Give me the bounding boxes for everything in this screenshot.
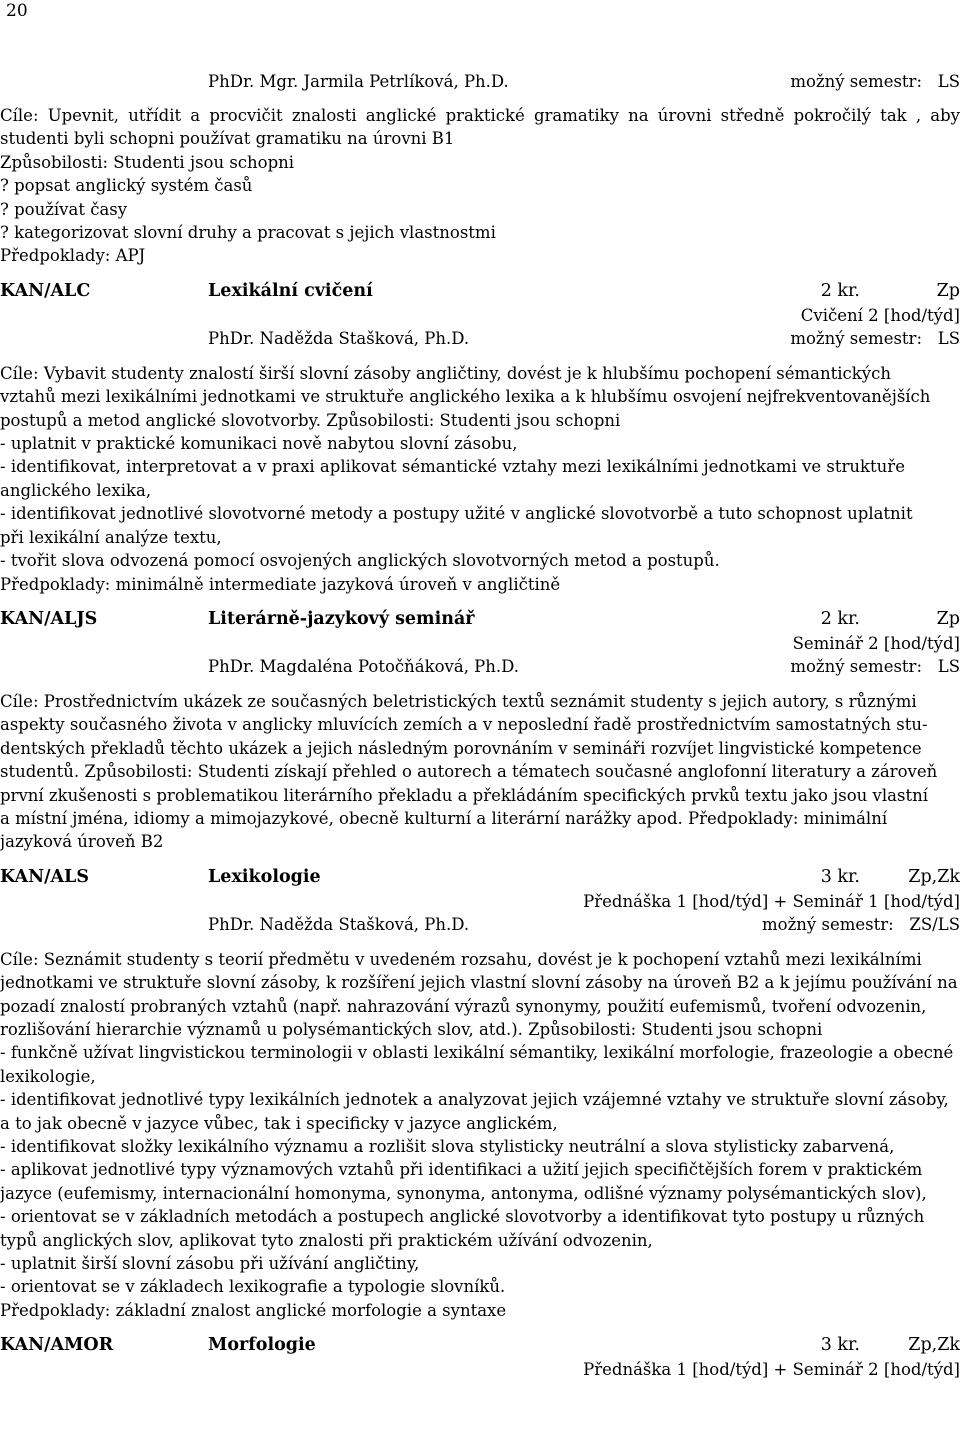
description-line: při lexikální analýze textu,: [0, 527, 222, 547]
description-line: Cíle: Vybavit studenty znalostí širší slovní zásoby angličtiny, dovést je k hlubšímu pochopení sémantických: [0, 363, 891, 383]
course-code: KAN/ALS: [0, 866, 89, 887]
course-exam: Zp: [936, 280, 960, 301]
description-line: postupů a metod anglické slovotvorby. Způsobilosti: Studenti jsou schopni: [0, 410, 621, 430]
course-hours: Přednáška 1 [hod/týd] + Seminář 2 [hod/týd]: [583, 1360, 960, 1380]
page-number: 20: [6, 1, 28, 21]
course-kan-aljs: [0, 608, 960, 854]
description-line: - orientovat se v základech lexikografie a typologie slovníků.: [0, 1277, 506, 1297]
course-header: [0, 1334, 960, 1358]
course-title: Lexikologie: [208, 866, 321, 887]
course-hours: Cvičení 2 [hod/týd]: [800, 305, 960, 325]
course-kan-als: [0, 866, 960, 1323]
course-exam: Zp,Zk: [908, 866, 960, 887]
intro-competences: [0, 151, 960, 268]
description-line: Cíle: Prostřednictvím ukázek ze současných beletristických textů seznámit studenty s jejich autory, s různými: [0, 691, 917, 711]
description-line: lexikologie,: [0, 1066, 96, 1086]
course-semester: možný semestr: ZS/LS: [762, 914, 960, 934]
course-credits: 2 kr.: [820, 280, 860, 301]
description-line: aspekty současného života v anglicky mluvících zemích a v neposlední řadě prostřednictvím samostatných stu-: [0, 715, 928, 735]
course-exam: Zp: [936, 608, 960, 629]
intro-competence-line: ? popsat anglický systém časů: [0, 176, 253, 196]
description-line: - identifikovat, interpretovat a v praxi aplikovat sémantické vztahy mezi lexikálními jednotkami ve struktuře: [0, 457, 905, 477]
course-code: KAN/ALC: [0, 280, 91, 301]
intro-competence-line: Způsobilosti: Studenti jsou schopni: [0, 152, 295, 172]
description-line: anglického lexika,: [0, 480, 152, 500]
course-kan-alc: [0, 280, 960, 596]
course-credits: 3 kr.: [820, 866, 860, 887]
description-line: a to jak obecně v jazyce vůbec, tak i specificky v jazyce anglickém,: [0, 1113, 558, 1133]
course-title: Literárně-jazykový seminář: [208, 608, 475, 629]
course-hours: Seminář 2 [hod/týd]: [792, 633, 960, 653]
description-line: - identifikovat složky lexikálního významu a rozlišit slova stylisticky neutrální a slova stylisticky zabarvená,: [0, 1137, 895, 1156]
course-credits: 3 kr.: [820, 1335, 860, 1356]
course-credits: 2 kr.: [820, 608, 860, 629]
description-line: - funkčně užívat lingvistickou terminologii v oblasti lexikální sémantiky, lexikální morfologie, frazeologie a obecné: [0, 1043, 954, 1063]
description-line: Předpoklady: základní znalost anglické morfologie a syntaxe: [0, 1300, 507, 1320]
course-teacher-row: [0, 327, 960, 350]
course-exam: Zp,Zk: [908, 1335, 960, 1356]
course-teacher-row: [0, 655, 960, 678]
course-description: [0, 362, 960, 596]
description-line: a místní jména, idiomy a mimojazykové, obecně kulturní a literární narážky apod. Předpoklady: minimální: [0, 808, 888, 828]
description-line: Cíle: Seznámit studenty s teorií předmětu v uvedeném rozsahu, dovést je k pochopení vztahů mezi lexikálními: [0, 949, 922, 969]
description-line: Předpoklady: minimálně intermediate jazyková úroveň v angličtině: [0, 574, 561, 594]
description-line: - orientovat se v základních metodách a postupech anglické slovotvorby a identifikovat tyto postupy u různých: [0, 1207, 925, 1227]
description-line: jazyková úroveň B2: [0, 832, 164, 852]
intro-semester: možný semestr: LS: [790, 72, 960, 91]
description-line: - identifikovat jednotlivé typy lexikálních jednotek a analyzovat jejich vzájemné vztahy ve struktuře slovní zásoby,: [0, 1090, 949, 1110]
course-header: [0, 608, 960, 632]
description-line: - aplikovat jednotlivé typy významových vztahů při identifikaci a užití jejich specifičtějších forem v praktickém: [0, 1160, 923, 1180]
description-line: dentských překladů těchto ukázek a jejich následným porovnáním v semináři rozvíjet lingvistické kompetence: [0, 738, 922, 758]
description-line: jazyce (eufemismy, internacionální homonyma, synonyma, antonyma, odlišné významy polysémantických slov),: [0, 1183, 927, 1203]
description-line: - uplatnit širší slovní zásobu při užívání angličtiny,: [0, 1254, 420, 1274]
course-description: [0, 690, 960, 854]
description-line: rozlišování hierarchie významů u polysémantických slov, atd.). Způsobilosti: Studenti jsou schopni: [0, 1019, 823, 1039]
description-line: jednotkami ve struktuře slovní zásoby, k rozšíření jejich vlastní slovní zásoby na úroveň B2 a k jejímu používání na: [0, 973, 958, 993]
course-hours: Přednáška 1 [hod/týd] + Seminář 1 [hod/týd]: [583, 891, 960, 911]
course-header: [0, 280, 960, 304]
description-line: první zkušenosti s problematikou literárního překladu a překládáním specifických prvků textu jako jsou vlastní: [0, 785, 928, 805]
course-description: [0, 948, 960, 1323]
intro-goals: Cíle: Upevnit, utřídit a procvičit znalosti anglické praktické gramatiky na úrovni středně pokročilý tak , aby studenti byli schopni používat gramatiku na úrovni B1: [0, 106, 960, 149]
course-title: Lexikální cvičení: [208, 280, 373, 301]
course-kan-amor: [0, 1334, 960, 1381]
course-semester: možný semestr: LS: [790, 656, 960, 676]
course-code: KAN/ALJS: [0, 608, 98, 629]
description-line: - identifikovat jednotlivé slovotvorné metody a postupy užité v anglické slovotvorbě a tuto schopnost uplatnit: [0, 504, 913, 524]
description-line: - tvořit slova odvozená pomocí osvojených anglických slovotvorných metod a postupů.: [0, 551, 720, 571]
description-line: pozadí znalostí probraných vztahů (např. nahrazování výrazů synonymy, použití eufemismů, tvoření odvozenin,: [0, 996, 927, 1016]
intro-competence-line: ? kategorizovat slovní druhy a pracovat s jejich vlastnostmi: [0, 223, 496, 243]
description-line: typů anglických slov, aplikovat tyto znalosti při praktickém užívání odvozenin,: [0, 1230, 653, 1250]
description-line: vztahů mezi lexikálními jednotkami ve struktuře anglického lexika a k hlubšímu osvojení nejfrekventovanějších: [0, 387, 931, 407]
course-teacher: PhDr. Magdaléna Potočňáková, Ph.D.: [208, 656, 520, 676]
document-body: [0, 70, 960, 1381]
course-header: [0, 866, 960, 890]
course-code: KAN/AMOR: [0, 1335, 114, 1356]
course-teacher: PhDr. Naděžda Stašková, Ph.D.: [208, 328, 470, 348]
course-teacher: PhDr. Naděžda Stašková, Ph.D.: [208, 914, 470, 934]
description-line: studentů. Způsobilosti: Studenti získají přehled o autorech a tématech současné anglofonní literatury a zároveň: [0, 762, 938, 782]
course-semester: možný semestr: LS: [790, 328, 960, 348]
description-line: - uplatnit v praktické komunikaci nově nabytou slovní zásobu,: [0, 434, 518, 454]
intro-teacher: PhDr. Mgr. Jarmila Petrlíková, Ph.D.: [208, 72, 509, 91]
intro-competence-line: ? používat časy: [0, 199, 128, 219]
intro-block: [0, 70, 960, 268]
intro-teacher-row: [0, 70, 960, 93]
course-teacher-row: [0, 913, 960, 936]
course-title: Morfologie: [208, 1335, 316, 1356]
intro-prerequisites: Předpoklady: APJ: [0, 246, 146, 266]
